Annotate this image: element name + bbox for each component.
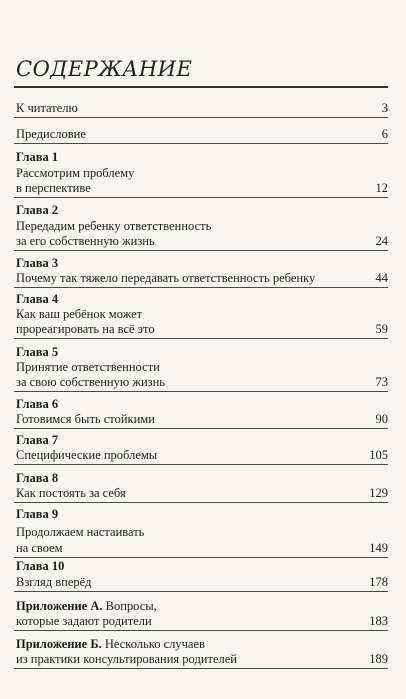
- chapter-5-line-1: Принятие ответственности: [16, 360, 160, 374]
- chapter-7-line-1: Специфические проблемы 105: [16, 448, 388, 462]
- chapter-9-heading: Глава 9: [16, 507, 59, 521]
- toc-entry-reader: [16, 101, 388, 116]
- divider: [14, 428, 388, 429]
- divider: [14, 197, 388, 198]
- chapter-4-line-1: Как ваш ребёнок может: [16, 307, 143, 321]
- divider: [14, 391, 388, 392]
- entry-page: 6: [381, 127, 388, 141]
- entry-page: 44: [375, 271, 388, 285]
- entry-page: 189: [369, 652, 388, 666]
- chapter-9-line-2: на своем 149: [16, 541, 388, 555]
- toc-entry-preface: [16, 127, 388, 142]
- chapter-9-line-1: Продолжаем настаивать: [16, 525, 145, 539]
- appendix-b-line-2: из практики консультирования родителей 189: [16, 652, 388, 666]
- divider: [14, 630, 388, 631]
- title-rule: [14, 86, 388, 88]
- entry-page: 178: [369, 575, 388, 589]
- entry-page: 59: [375, 322, 388, 336]
- chapter-3-line-1: Почему так тяжело передавать ответственность ребенку 44: [16, 271, 388, 285]
- chapter-10-heading: Глава 10: [16, 559, 65, 573]
- divider: [14, 117, 388, 118]
- chapter-7-heading: Глава 7: [16, 433, 59, 447]
- chapter-5-heading: Глава 5: [16, 345, 59, 359]
- divider: [14, 250, 388, 251]
- appendix-a-line-1: Приложение А. Вопросы,: [16, 599, 157, 613]
- entry-page: 3: [381, 101, 388, 115]
- entry-page: 105: [369, 448, 388, 462]
- divider: [14, 502, 388, 503]
- entry-page: 90: [375, 412, 388, 426]
- divider: [14, 287, 388, 288]
- entry-page: 149: [369, 541, 388, 555]
- chapter-3-heading: Глава 3: [16, 256, 59, 270]
- appendix-a-label: Приложение А.: [16, 599, 103, 613]
- chapter-4-heading: Глава 4: [16, 292, 59, 306]
- divider: [14, 591, 388, 592]
- chapter-1-heading: Глава 1: [16, 150, 59, 164]
- chapter-2-heading: Глава 2: [16, 203, 59, 217]
- entry-page: 73: [375, 375, 388, 389]
- entry-title: К читателю: [16, 101, 78, 115]
- entry-title: Предисловие: [16, 127, 86, 141]
- chapter-10-line-1: Взгляд вперёд 178: [16, 575, 388, 589]
- chapter-2-line-2: за его собственную жизнь 24: [16, 234, 388, 248]
- chapter-8-heading: Глава 8: [16, 471, 59, 485]
- entry-page: 12: [375, 181, 388, 195]
- divider: [14, 143, 388, 144]
- divider: [14, 668, 388, 669]
- chapter-1-line-2: в перспективе 12: [16, 181, 388, 195]
- appendix-b-label: Приложение Б.: [16, 637, 102, 651]
- entry-page: 183: [369, 614, 388, 628]
- divider: [14, 464, 388, 465]
- chapter-5-line-2: за свою собственную жизнь 73: [16, 375, 388, 389]
- appendix-a-line-2: которые задают родители 183: [16, 614, 388, 628]
- chapter-1-line-1: Рассмотрим проблему: [16, 166, 135, 180]
- chapter-6-heading: Глава 6: [16, 397, 59, 411]
- appendix-b-line-1: Приложение Б. Несколько случаев: [16, 637, 205, 651]
- chapter-2-line-1: Передадим ребенку ответственность: [16, 219, 212, 233]
- divider: [14, 338, 388, 339]
- chapter-4-line-2: прореагировать на всё это 59: [16, 322, 388, 336]
- divider: [14, 557, 388, 558]
- chapter-8-line-1: Как постоять за себя 129: [16, 486, 388, 500]
- toc-title: СОДЕРЖАНИЕ: [16, 57, 193, 81]
- entry-page: 129: [369, 486, 388, 500]
- entry-page: 24: [375, 234, 388, 248]
- chapter-6-line-1: Готовимся быть стойкими 90: [16, 412, 388, 426]
